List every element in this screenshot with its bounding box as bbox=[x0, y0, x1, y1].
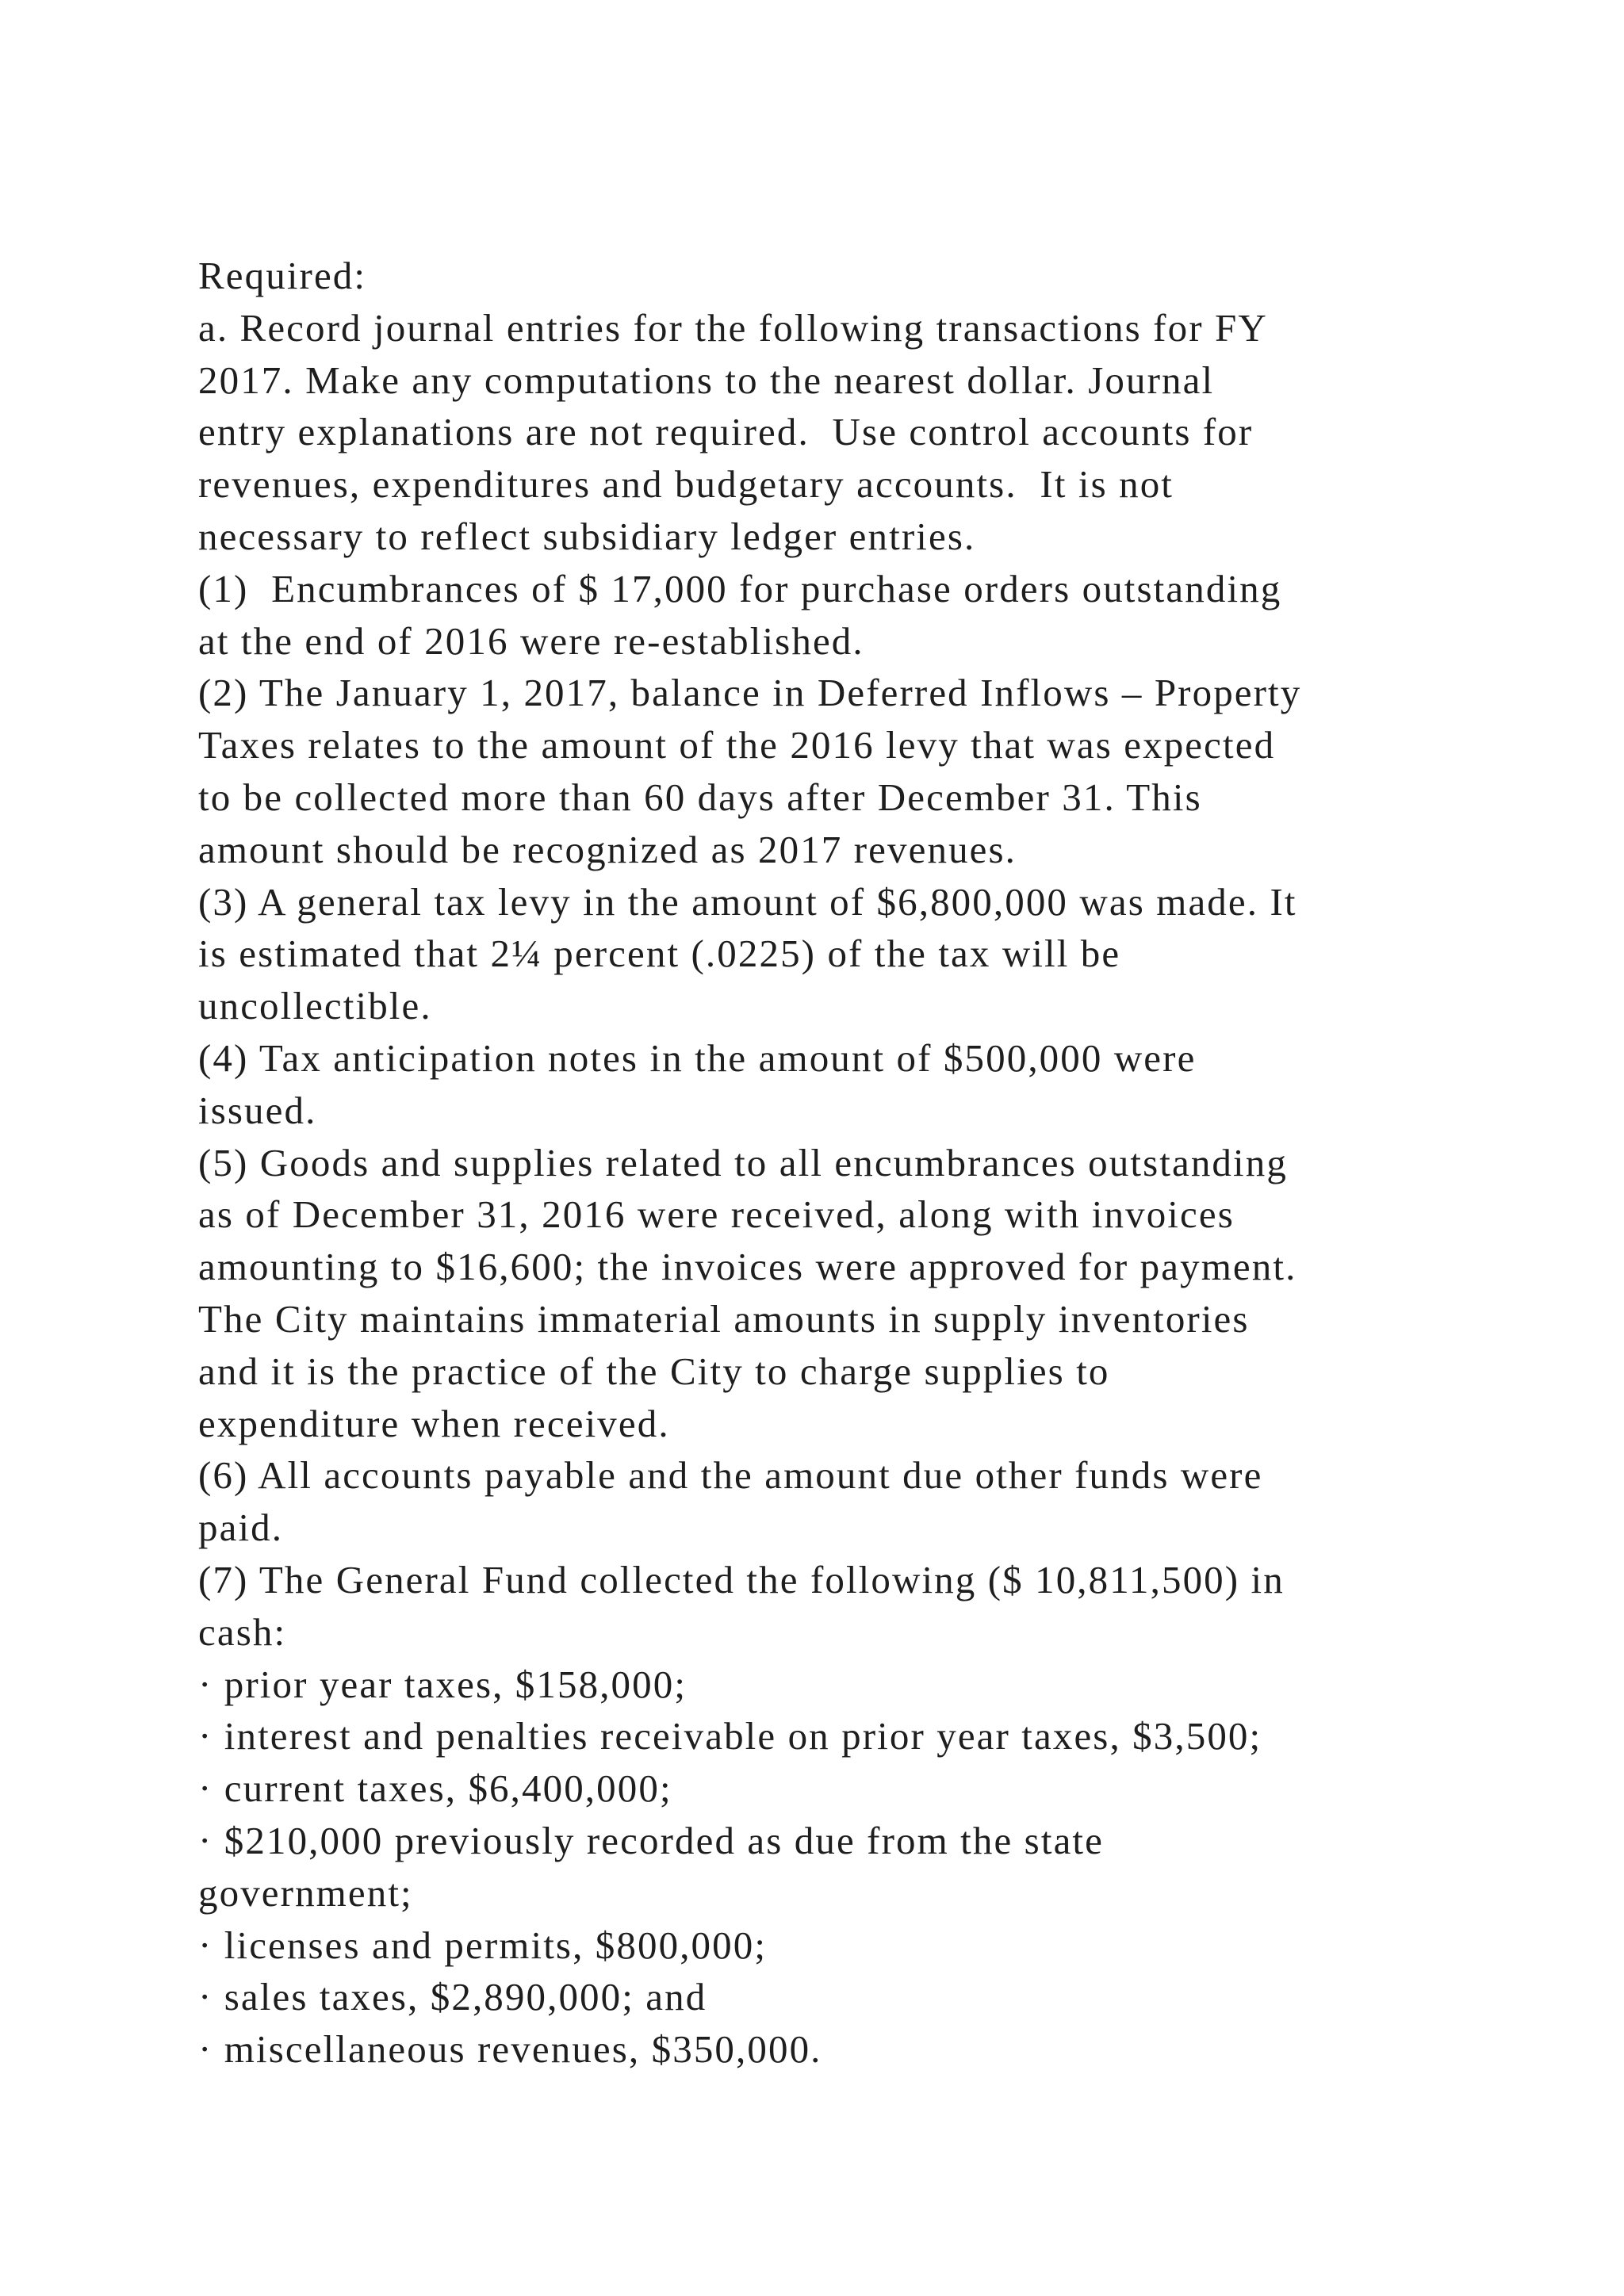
transaction-6-line: paid. bbox=[198, 1506, 284, 1550]
transaction-3-line: uncollectible. bbox=[198, 984, 432, 1028]
transaction-3-line: is estimated that 2¼ percent (.0225) of the tax will be bbox=[198, 932, 1121, 976]
text-line: revenues, expenditures and budgetary accounts. It is not bbox=[198, 462, 1174, 507]
bullet-item: · current taxes, $6,400,000; bbox=[198, 1766, 672, 1811]
bullet-item: · miscellaneous revenues, $350,000. bbox=[198, 2027, 822, 2072]
transaction-4-line: issued. bbox=[198, 1088, 317, 1132]
transaction-2-line: to be collected more than 60 days after December 31. This bbox=[198, 775, 1202, 819]
bullet-item: · $210,000 previously recorded as due from the state bbox=[198, 1818, 1104, 1862]
transaction-4-line: (4) Tax anticipation notes in the amount of $500,000 were bbox=[198, 1035, 1197, 1080]
transaction-1-line: at the end of 2016 were re-established. bbox=[198, 618, 864, 663]
bullet-item: · interest and penalties receivable on prior year taxes, $3,500; bbox=[198, 1714, 1262, 1758]
bullet-item: · licenses and permits, $800,000; bbox=[198, 1923, 768, 1967]
text-line: a. Record journal entries for the following transactions for FY bbox=[198, 305, 1268, 350]
bullet-item: · sales taxes, $2,890,000; and bbox=[198, 1975, 707, 2019]
transaction-5-line: and it is the practice of the City to charge supplies to bbox=[198, 1349, 1110, 1393]
transaction-2-line: amount should be recognized as 2017 revenues. bbox=[198, 827, 1017, 871]
bullet-item: · prior year taxes, $158,000; bbox=[198, 1662, 688, 1706]
transaction-6-line: (6) All accounts payable and the amount due other funds were bbox=[198, 1453, 1263, 1498]
bullet-item-continuation: government; bbox=[198, 1870, 413, 1915]
transaction-5-line: expenditure when received. bbox=[198, 1401, 670, 1445]
transaction-1-line: (1) Encumbrances of $ 17,000 for purchase orders outstanding bbox=[198, 566, 1282, 610]
text-line: entry explanations are not required. Use control accounts for bbox=[198, 410, 1254, 454]
transaction-2-line: (2) The January 1, 2017, balance in Deferred Inflows – Property bbox=[198, 671, 1302, 715]
transaction-5-line: The City maintains immaterial amounts in supply inventories bbox=[198, 1296, 1250, 1341]
transaction-5-line: amounting to $16,600; the invoices were approved for payment. bbox=[198, 1245, 1297, 1289]
transaction-5-line: (5) Goods and supplies related to all encumbrances outstanding bbox=[198, 1140, 1288, 1184]
transaction-5-line: as of December 31, 2016 were received, along with invoices bbox=[198, 1192, 1235, 1237]
transaction-7-line: (7) The General Fund collected the following ($ 10,811,500) in bbox=[198, 1557, 1285, 1601]
transaction-2-line: Taxes relates to the amount of the 2016 levy that was expected bbox=[198, 723, 1276, 767]
document-body bbox=[198, 250, 1499, 2076]
heading-required: Required: bbox=[198, 254, 367, 297]
transaction-3-line: (3) A general tax levy in the amount of $6,800,000 was made. It bbox=[198, 879, 1297, 924]
text-line: necessary to reflect subsidiary ledger entries. bbox=[198, 514, 976, 558]
text-line: 2017. Make any computations to the nearest dollar. Journal bbox=[198, 358, 1215, 402]
transaction-7-line: cash: bbox=[198, 1609, 287, 1654]
